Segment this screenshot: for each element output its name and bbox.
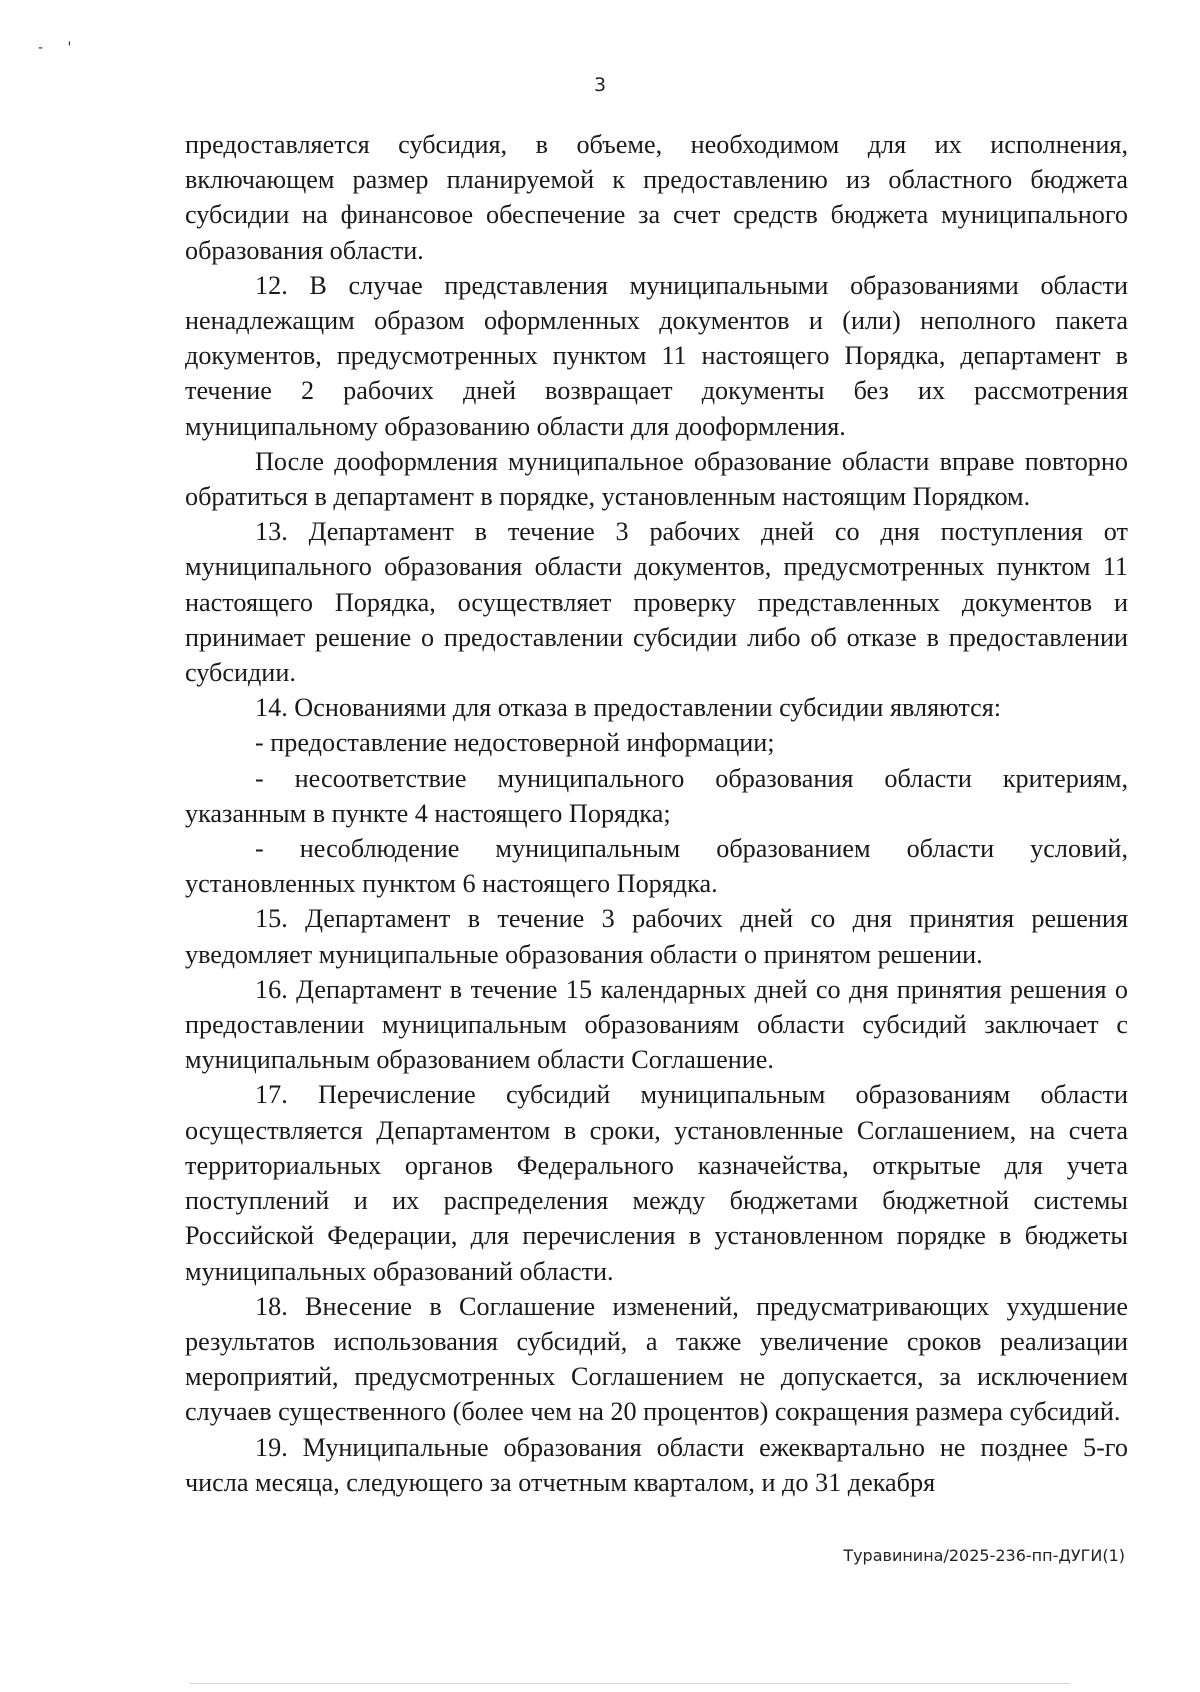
page-number: 3	[593, 74, 607, 96]
paragraph-item-13: 13. Департамент в течение 3 рабочих дней со дня поступления от муниципального образования области документов, предусмотренных пунктом 11 настоящего Порядка, осуществляет проверку представленных документов и принимает решение о предоставлении субсидии либо об отказе в предоставлении субсидии.	[185, 517, 1128, 688]
refusal-ground-1: - предоставление недостоверной информации;	[255, 728, 775, 758]
paragraph-item-14: 14. Основаниями для отказа в предоставлении субсидии являются:	[255, 693, 1002, 723]
paragraph-item-19: 19. Муниципальные образования области ежеквартально не позднее 5-го числа месяца, следующего за отчетным кварталом, и до 31 декабря	[185, 1432, 1128, 1497]
refusal-ground-3: - несоблюдение муниципальным образованием области условий, установленных пунктом 6 настоящего Порядка.	[185, 834, 1128, 899]
paragraph-item-15: 15. Департамент в течение 3 рабочих дней со дня принятия решения уведомляет муниципальные образования области о принятом решении.	[185, 904, 1128, 969]
paragraph-item-18: 18. Внесение в Соглашение изменений, предусматривающих ухудшение результатов использования субсидий, а также увеличение сроков реализации мероприятий, предусмотренных Соглашением не допускается, за исключением случаев существенного (более чем на 20 процентов) сокращения размера субсидий.	[185, 1291, 1128, 1427]
document-code: Туравинина/2025-236-пп-ДУГИ(1)	[843, 1546, 1125, 1565]
paragraph-continuation: предоставляется субсидия, в объеме, необходимом для их исполнения, включающем размер планируемой к предоставлению из областного бюджета субсидии на финансовое обеспечение за счет средств бюджета муниципального образования области.	[185, 130, 1128, 265]
document-body	[185, 127, 1128, 1500]
scan-edge-line	[190, 1683, 1070, 1684]
refusal-ground-2: - несоответствие муниципального образования области критериям, указанным в пункте 4 настоящего Порядка;	[185, 763, 1128, 828]
paragraph-after-reformatting: После дооформления муниципальное образование области вправе повторно обратиться в департамент в порядке, установленным настоящим Порядком.	[185, 446, 1128, 512]
paragraph-item-12: 12. В случае представления муниципальными образованиями области ненадлежащим образом оформленных документов и (или) неполного пакета документов, предусмотренных пунктом 11 настоящего Порядка, департамент в течение 2 рабочих дней возвращает документы без их рассмотрения муниципальному образованию области для дооформления.	[185, 270, 1128, 441]
paragraph-item-16: 16. Департамент в течение 15 календарных дней со дня принятия решения о предоставлении муниципальным образованиям области субсидий заключает с муниципальным образованием области Соглашение.	[185, 974, 1128, 1075]
scan-artifact: - '	[38, 40, 82, 56]
paragraph-item-17: 17. Перечисление субсидий муниципальным образованиям области осуществляется Департаментом в сроки, установленные Соглашением, на счета территориальных органов Федерального казначейства, открытые для учета поступлений и их распределения между бюджетами бюджетной системы Российской Федерации, для перечисления в установленном порядке в бюджеты муниципальных образований области.	[185, 1080, 1128, 1286]
